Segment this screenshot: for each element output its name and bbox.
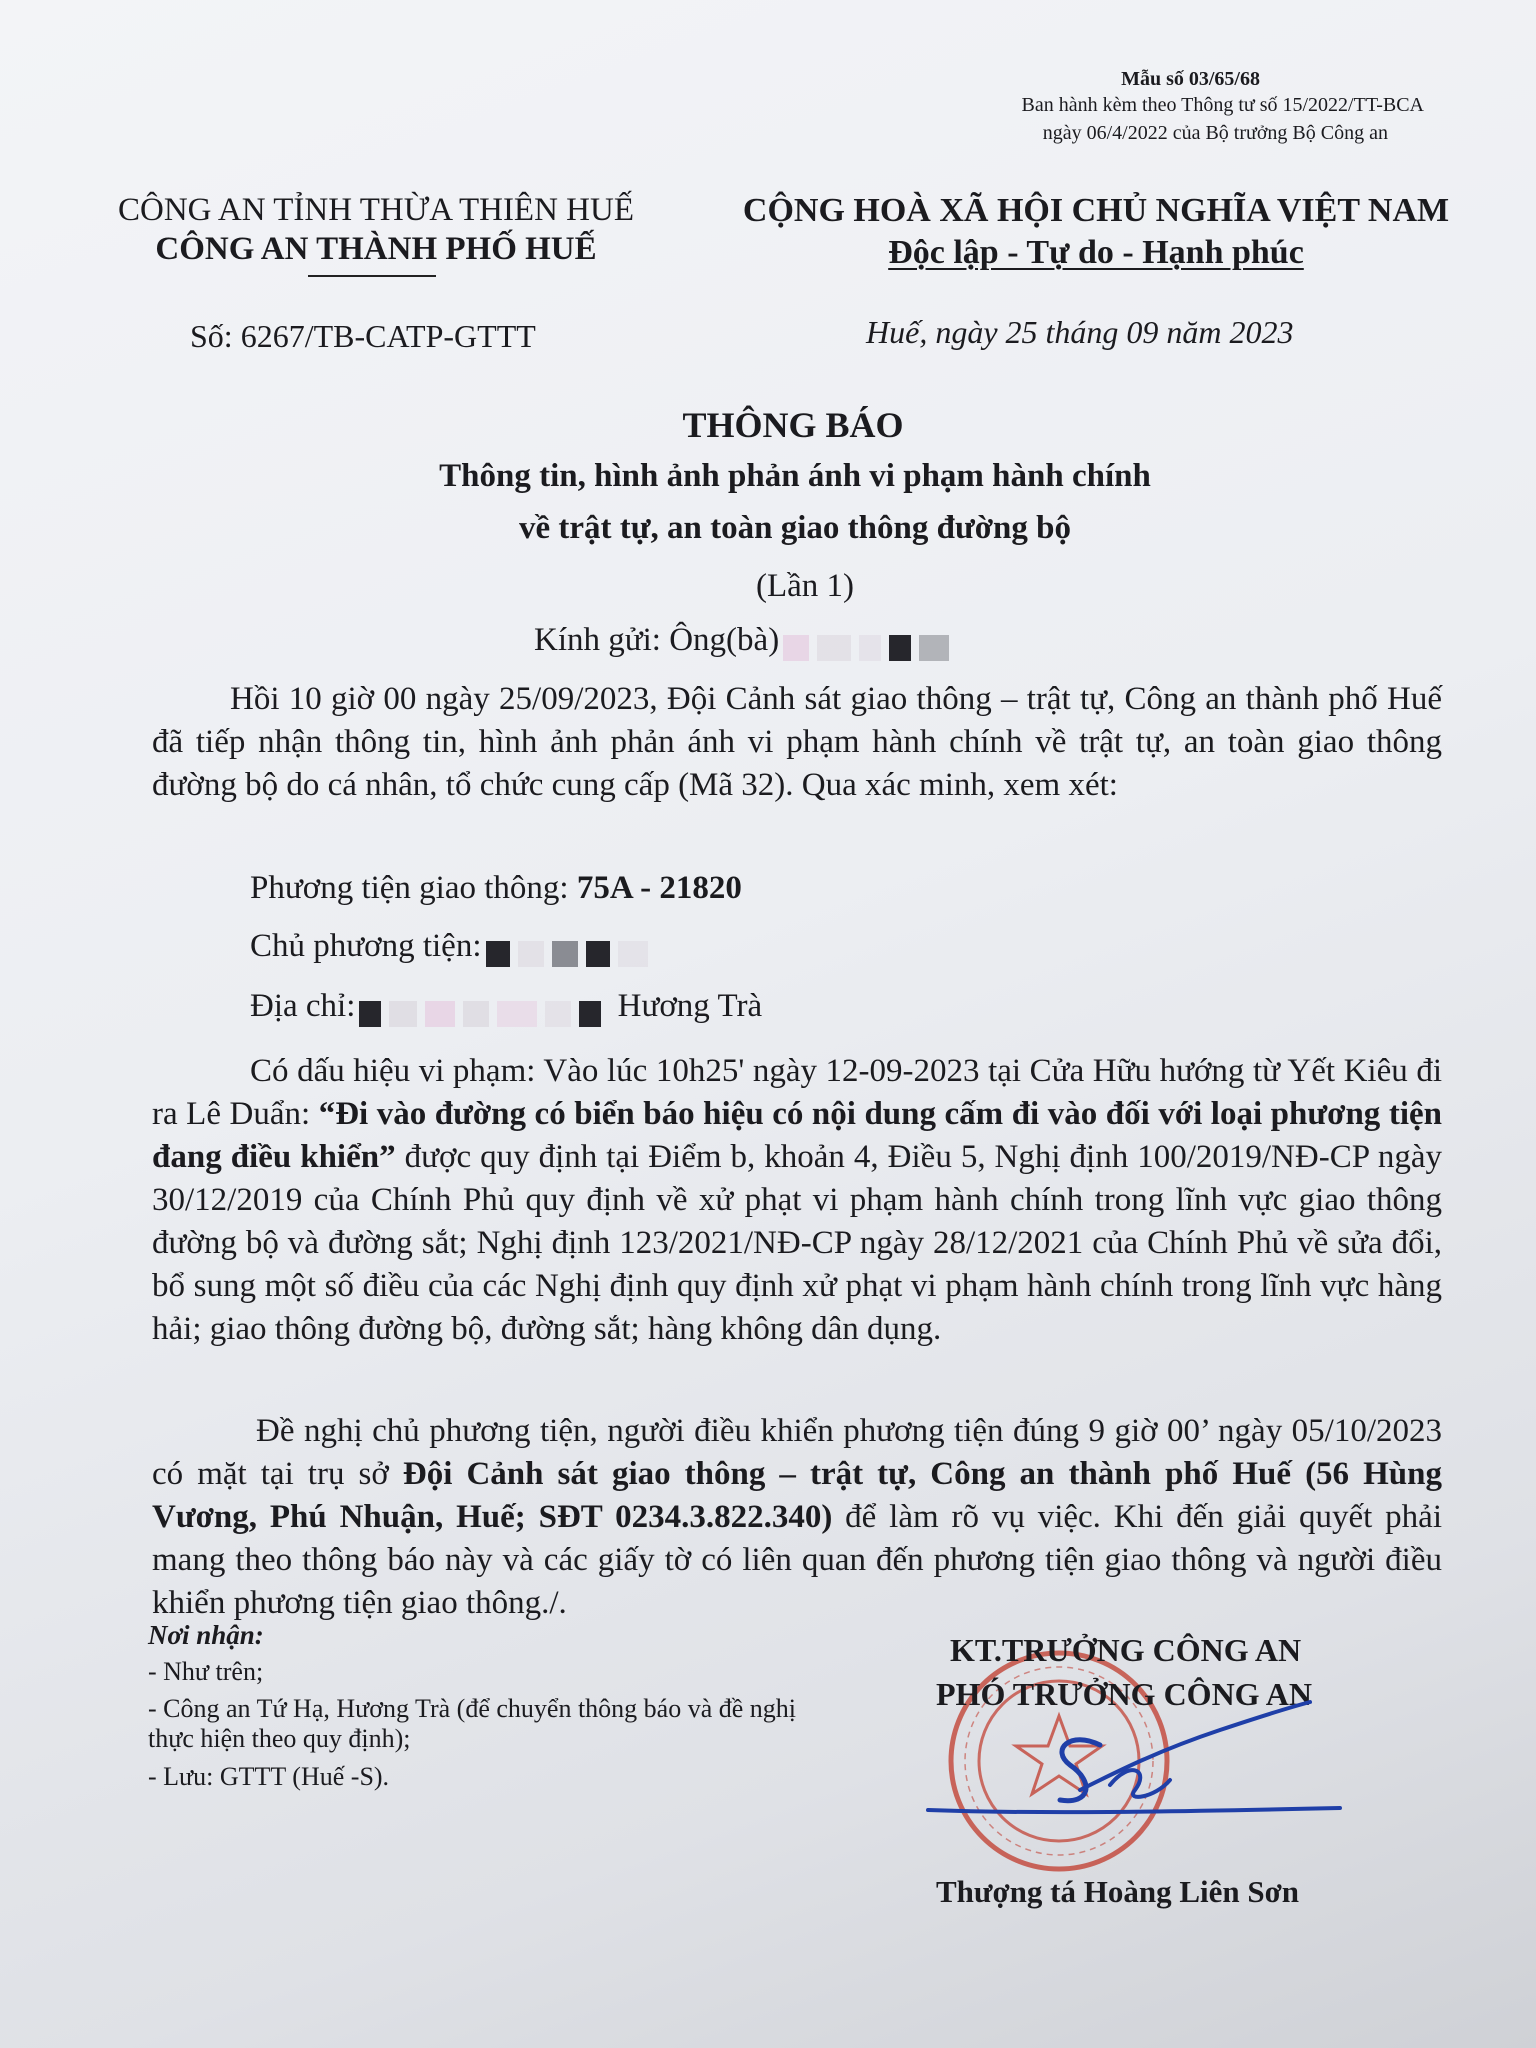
owner-line <box>250 928 656 965</box>
agency-name: CÔNG AN THÀNH PHỐ HUẾ <box>155 231 597 267</box>
recipients-title: Nơi nhận: <box>148 1620 264 1650</box>
address-line <box>250 988 762 1025</box>
attempt-number: (Lần 1) <box>755 568 855 604</box>
handwritten-signature <box>920 1690 1380 1840</box>
issuing-agency <box>96 192 656 268</box>
paragraph-intro: Hồi 10 giờ 00 ngày 25/09/2023, Đội Cảnh sát giao thông – trật tự, Công an thành phố Huế đã tiếp nhận thông tin, hình ảnh phản ánh vi phạm hành chính về trật tự, an toàn giao thông đường bộ do cá nhân, tổ chức cung cấp (Mã 32). Qua xác minh, xem xét: <box>152 681 1442 803</box>
address-label: Địa chỉ: <box>250 988 356 1024</box>
violation-legal-basis: được quy định tại Điểm b, khoản 4, Điều 5, Nghị định 100/2019/NĐ-CP ngày 30/12/2019 của Chính Phủ quy định về xử phạt vi phạm hành chính trong lĩnh vực giao thông đường bộ và đường sắt; Nghị định 123/2021/NĐ-CP ngày 28/12/2021 của Chính Phủ về sửa đổi, bổ sung một số điều của các Nghị định quy định xử phạt vi phạm hành chính trong lĩnh vực hàng hải; giao thông đường bộ, đường sắt; hàng không dân dụng. <box>152 1139 1442 1347</box>
paragraph-violation <box>152 1050 1442 1351</box>
signature-title-2: PHÓ TRƯỞNG CÔNG AN <box>936 1676 1313 1712</box>
recipient-label: Kính gửi: Ông(bà) <box>534 622 780 658</box>
agency-underline <box>308 275 436 277</box>
form-issued-line-1: Ban hành kèm theo Thông tư số 15/2022/TT-BCA <box>1021 94 1424 116</box>
owner-label: Chủ phương tiện: <box>250 928 482 964</box>
redacted-name <box>783 627 957 657</box>
document-subtitle-line-1: Thông tin, hình ảnh phản ánh vi phạm hành chính <box>439 458 1151 494</box>
document-number: Số: 6267/TB-CATP-GTTT <box>190 318 536 354</box>
form-issued-line-2: ngày 06/4/2022 của Bộ trưởng Bộ Công an <box>1042 122 1388 144</box>
national-motto <box>716 192 1476 272</box>
request-location: Đội Cảnh sát giao thông – trật tự, Công an thành phố Huế (56 Hùng Vương, Phú Nhuận, Huế; SĐT 0234.3.822.340) <box>152 1456 1442 1535</box>
redacted-address <box>359 993 609 1023</box>
signer-name: Thượng tá Hoàng Liên Sơn <box>936 1874 1300 1909</box>
document-subtitle-line-2: về trật tự, an toàn giao thông đường bộ <box>518 510 1071 546</box>
country-name: CỘNG HOÀ XÃ HỘI CHỦ NGHĨA VIỆT NAM <box>742 192 1450 229</box>
recipient-item: - Lưu: GTTT (Huế -S). <box>148 1762 390 1791</box>
request-rest: để làm rõ vụ việc. Khi đến giải quyết phải mang theo thông báo này và các giấy tờ có liên quan đến phương tiện giao thông và người điều khiển phương tiện giao thông./. <box>152 1499 1442 1621</box>
violation-description: “Đi vào đường có biển báo hiệu có nội dung cấm đi vào đối với loại phương tiện đang điều khiển” <box>152 1096 1442 1175</box>
recipient-item: - Công an Tứ Hạ, Hương Trà (để chuyển thông báo và đề nghị thực hiện theo quy định); <box>148 1694 797 1753</box>
agency-parent: CÔNG AN TỈNH THỪA THIÊN HUẾ <box>117 192 634 228</box>
address-district: Hương Trà <box>617 988 763 1024</box>
request-intro: Đề nghị chủ phương tiện, người điều khiển phương tiện đúng 9 giờ 00’ ngày 05/10/2023 có mặt tại trụ sở <box>152 1413 1442 1492</box>
paragraph-request <box>152 1410 1442 1625</box>
signature-title-1: KT.TRƯỞNG CÔNG AN <box>950 1632 1302 1668</box>
document-title: THÔNG BÁO <box>682 405 904 445</box>
document-date: Huế, ngày 25 tháng 09 năm 2023 <box>866 314 1294 350</box>
redacted-owner <box>486 933 656 963</box>
vehicle-label: Phương tiện giao thông: <box>250 870 577 906</box>
recipient-line <box>534 622 957 659</box>
motto: Độc lập - Tự do - Hạnh phúc <box>888 234 1304 271</box>
form-number: Mẫu số 03/65/68 <box>1121 68 1260 90</box>
vehicle-line <box>250 870 742 907</box>
recipient-item: - Như trên; <box>148 1657 264 1686</box>
violation-intro: Có dấu hiệu vi phạm: Vào lúc 10h25' ngày 12-09-2023 tại Cửa Hữu hướng từ Yết Kiêu đi ra Lê Duẩn: <box>152 1053 1442 1132</box>
license-plate: 75A - 21820 <box>576 870 742 906</box>
